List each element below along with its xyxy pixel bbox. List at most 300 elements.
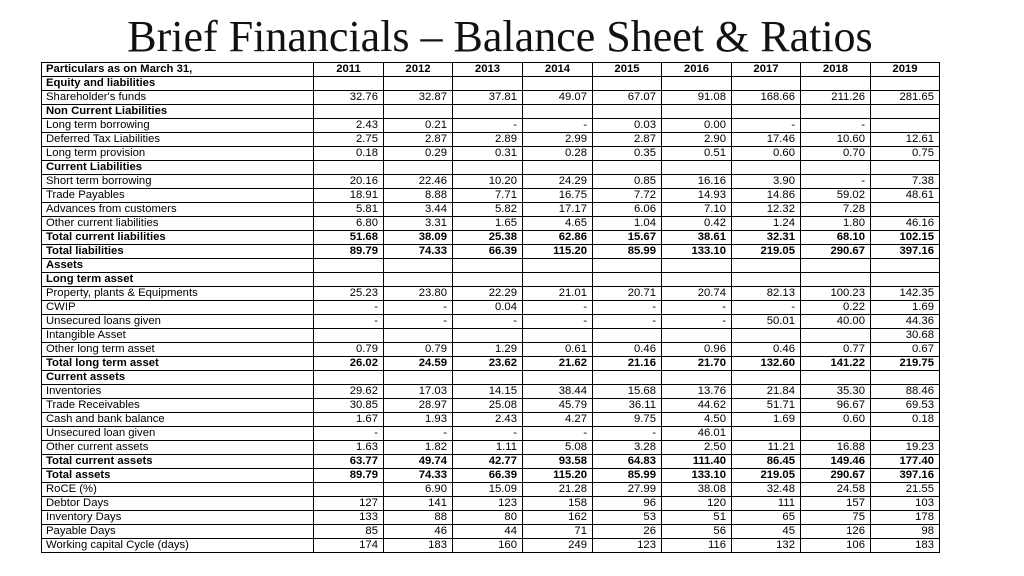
- table-cell: 32.31: [732, 231, 801, 245]
- row-label: Current assets: [42, 371, 314, 385]
- table-cell: 0.31: [453, 147, 523, 161]
- table-cell: 46.16: [871, 217, 940, 231]
- table-cell: -: [801, 175, 871, 189]
- table-cell: 56: [662, 525, 732, 539]
- row-label: Current Liabilities: [42, 161, 314, 175]
- table-cell: 2.90: [662, 133, 732, 147]
- table-cell: 88.46: [871, 385, 940, 399]
- table-cell: [801, 329, 871, 343]
- row-label: Deferred Tax Liabilities: [42, 133, 314, 147]
- table-cell: [732, 105, 801, 119]
- table-cell: [871, 273, 940, 287]
- header-year: 2013: [453, 63, 523, 77]
- row-label: Equity and liabilities: [42, 77, 314, 91]
- table-cell: [384, 161, 453, 175]
- table-cell: 32.87: [384, 91, 453, 105]
- table-cell: [523, 161, 593, 175]
- table-cell: 15.68: [593, 385, 662, 399]
- table-cell: 0.03: [593, 119, 662, 133]
- table-cell: 0.04: [453, 301, 523, 315]
- row-label: Cash and bank balance: [42, 413, 314, 427]
- table-cell: 141.22: [801, 357, 871, 371]
- table-cell: 0.79: [314, 343, 384, 357]
- table-cell: [732, 161, 801, 175]
- table-cell: -: [523, 427, 593, 441]
- table-cell: 42.77: [453, 455, 523, 469]
- table-cell: 63.77: [314, 455, 384, 469]
- table-cell: [732, 371, 801, 385]
- table-cell: 3.28: [593, 441, 662, 455]
- table-cell: [523, 77, 593, 91]
- financials-table: [41, 62, 940, 553]
- table-cell: 5.08: [523, 441, 593, 455]
- table-cell: [384, 77, 453, 91]
- table-cell: 9.75: [593, 413, 662, 427]
- table-cell: 281.65: [871, 91, 940, 105]
- table-cell: [314, 329, 384, 343]
- table-cell: 21.01: [523, 287, 593, 301]
- table-cell: [523, 105, 593, 119]
- table-cell: -: [523, 119, 593, 133]
- table-cell: [314, 273, 384, 287]
- table-cell: [523, 273, 593, 287]
- table-cell: 66.39: [453, 245, 523, 259]
- table-cell: 71: [523, 525, 593, 539]
- row-label: Total long term asset: [42, 357, 314, 371]
- table-cell: 123: [453, 497, 523, 511]
- table-cell: 133: [314, 511, 384, 525]
- table-cell: 7.71: [453, 189, 523, 203]
- table-cell: 85: [314, 525, 384, 539]
- header-particulars: Particulars as on March 31,: [42, 63, 314, 77]
- table-cell: 168.66: [732, 91, 801, 105]
- table-cell: 96: [593, 497, 662, 511]
- table-cell: 5.81: [314, 203, 384, 217]
- table-cell: 68.10: [801, 231, 871, 245]
- table-cell: 51.71: [732, 399, 801, 413]
- financials-table-container: [41, 62, 940, 553]
- table-row: [42, 441, 940, 455]
- table-cell: 1.69: [732, 413, 801, 427]
- table-cell: 38.61: [662, 231, 732, 245]
- table-cell: 2.50: [662, 441, 732, 455]
- table-cell: -: [732, 301, 801, 315]
- table-cell: [593, 77, 662, 91]
- table-cell: 21.62: [523, 357, 593, 371]
- table-cell: [801, 427, 871, 441]
- table-cell: [523, 259, 593, 273]
- table-cell: 3.44: [384, 203, 453, 217]
- table-cell: [593, 161, 662, 175]
- table-row: [42, 217, 940, 231]
- table-cell: [732, 259, 801, 273]
- table-cell: 219.75: [871, 357, 940, 371]
- table-cell: [384, 259, 453, 273]
- table-cell: 16.75: [523, 189, 593, 203]
- table-cell: 29.62: [314, 385, 384, 399]
- table-cell: 22.46: [384, 175, 453, 189]
- table-cell: 7.72: [593, 189, 662, 203]
- table-cell: 0.79: [384, 343, 453, 357]
- table-cell: 15.67: [593, 231, 662, 245]
- row-label: Shareholder's funds: [42, 91, 314, 105]
- table-cell: -: [384, 301, 453, 315]
- table-row: [42, 119, 940, 133]
- table-cell: [453, 273, 523, 287]
- table-cell: 0.35: [593, 147, 662, 161]
- table-cell: 106: [801, 539, 871, 553]
- row-label: Unsecured loans given: [42, 315, 314, 329]
- row-label: Total assets: [42, 469, 314, 483]
- table-cell: 1.63: [314, 441, 384, 455]
- table-cell: 15.09: [453, 483, 523, 497]
- table-cell: [662, 77, 732, 91]
- row-label: Long term borrowing: [42, 119, 314, 133]
- table-cell: 2.87: [384, 133, 453, 147]
- table-cell: 219.05: [732, 469, 801, 483]
- table-cell: 141: [384, 497, 453, 511]
- table-row: [42, 343, 940, 357]
- table-cell: 82.13: [732, 287, 801, 301]
- table-cell: [801, 105, 871, 119]
- table-cell: [384, 371, 453, 385]
- table-row: [42, 455, 940, 469]
- table-cell: [314, 77, 384, 91]
- table-cell: [523, 371, 593, 385]
- table-cell: 62.86: [523, 231, 593, 245]
- table-cell: [593, 371, 662, 385]
- table-cell: [593, 329, 662, 343]
- table-cell: 37.81: [453, 91, 523, 105]
- table-cell: -: [384, 427, 453, 441]
- table-cell: 0.61: [523, 343, 593, 357]
- table-cell: 160: [453, 539, 523, 553]
- header-year: 2014: [523, 63, 593, 77]
- table-cell: 2.75: [314, 133, 384, 147]
- table-cell: 75: [801, 511, 871, 525]
- table-cell: 183: [384, 539, 453, 553]
- table-cell: 23.62: [453, 357, 523, 371]
- table-cell: [732, 77, 801, 91]
- table-cell: 35.30: [801, 385, 871, 399]
- table-cell: 93.58: [523, 455, 593, 469]
- row-label: Debtor Days: [42, 497, 314, 511]
- table-cell: [801, 77, 871, 91]
- header-year: 2015: [593, 63, 662, 77]
- table-cell: 1.69: [871, 301, 940, 315]
- header-year: 2016: [662, 63, 732, 77]
- table-cell: 103: [871, 497, 940, 511]
- table-cell: [662, 371, 732, 385]
- table-cell: 80: [453, 511, 523, 525]
- table-row: [42, 371, 940, 385]
- table-cell: 3.90: [732, 175, 801, 189]
- table-cell: 133.10: [662, 245, 732, 259]
- header-year: 2012: [384, 63, 453, 77]
- table-cell: 17.17: [523, 203, 593, 217]
- table-cell: 20.74: [662, 287, 732, 301]
- table-cell: 30.68: [871, 329, 940, 343]
- table-cell: 1.93: [384, 413, 453, 427]
- table-cell: 0.22: [801, 301, 871, 315]
- header-year: 2011: [314, 63, 384, 77]
- table-cell: 11.21: [732, 441, 801, 455]
- table-row: [42, 77, 940, 91]
- table-cell: 115.20: [523, 469, 593, 483]
- row-label: Other current assets: [42, 441, 314, 455]
- table-cell: 12.61: [871, 133, 940, 147]
- table-cell: 6.06: [593, 203, 662, 217]
- table-cell: 17.03: [384, 385, 453, 399]
- table-cell: -: [593, 301, 662, 315]
- table-cell: 1.29: [453, 343, 523, 357]
- table-cell: 0.18: [314, 147, 384, 161]
- table-cell: 51: [662, 511, 732, 525]
- row-label: Short term borrowing: [42, 175, 314, 189]
- table-cell: [453, 105, 523, 119]
- table-cell: 0.29: [384, 147, 453, 161]
- table-cell: [314, 371, 384, 385]
- table-cell: 32.48: [732, 483, 801, 497]
- table-cell: [523, 329, 593, 343]
- table-cell: 30.85: [314, 399, 384, 413]
- table-cell: [871, 77, 940, 91]
- table-cell: 25.08: [453, 399, 523, 413]
- table-cell: 21.55: [871, 483, 940, 497]
- table-cell: -: [453, 315, 523, 329]
- row-label: Working capital Cycle (days): [42, 539, 314, 553]
- table-cell: 22.29: [453, 287, 523, 301]
- table-cell: 49.07: [523, 91, 593, 105]
- table-cell: 49.74: [384, 455, 453, 469]
- table-cell: 0.18: [871, 413, 940, 427]
- header-year: 2018: [801, 63, 871, 77]
- table-cell: 32.76: [314, 91, 384, 105]
- table-cell: 183: [871, 539, 940, 553]
- table-cell: 89.79: [314, 469, 384, 483]
- table-cell: 86.45: [732, 455, 801, 469]
- row-label: Other long term asset: [42, 343, 314, 357]
- table-cell: 1.04: [593, 217, 662, 231]
- table-cell: 45: [732, 525, 801, 539]
- table-cell: 219.05: [732, 245, 801, 259]
- table-cell: [453, 259, 523, 273]
- row-label: Unsecured loan given: [42, 427, 314, 441]
- table-cell: [593, 259, 662, 273]
- row-label: Total liabilities: [42, 245, 314, 259]
- table-cell: 7.28: [801, 203, 871, 217]
- table-cell: 27.99: [593, 483, 662, 497]
- row-label: Payable Days: [42, 525, 314, 539]
- table-cell: 48.61: [871, 189, 940, 203]
- table-cell: 1.80: [801, 217, 871, 231]
- table-cell: 89.79: [314, 245, 384, 259]
- table-row: [42, 175, 940, 189]
- table-cell: 0.77: [801, 343, 871, 357]
- table-cell: 178: [871, 511, 940, 525]
- row-label: Assets: [42, 259, 314, 273]
- table-cell: [871, 105, 940, 119]
- table-cell: 85.99: [593, 469, 662, 483]
- table-cell: -: [384, 315, 453, 329]
- table-cell: 20.71: [593, 287, 662, 301]
- table-cell: [732, 273, 801, 287]
- table-cell: [384, 329, 453, 343]
- table-cell: 4.65: [523, 217, 593, 231]
- table-cell: -: [593, 315, 662, 329]
- page-title: Brief Financials – Balance Sheet & Ratios: [127, 12, 873, 61]
- table-cell: 133.10: [662, 469, 732, 483]
- table-row: [42, 539, 940, 553]
- table-row: [42, 399, 940, 413]
- header-year: 2019: [871, 63, 940, 77]
- table-row: [42, 245, 940, 259]
- table-cell: 12.32: [732, 203, 801, 217]
- table-cell: 18.91: [314, 189, 384, 203]
- table-cell: 0.46: [593, 343, 662, 357]
- table-cell: -: [732, 119, 801, 133]
- table-cell: 132: [732, 539, 801, 553]
- table-cell: 7.38: [871, 175, 940, 189]
- table-cell: 16.88: [801, 441, 871, 455]
- table-cell: 16.16: [662, 175, 732, 189]
- table-cell: 64.83: [593, 455, 662, 469]
- table-cell: 127: [314, 497, 384, 511]
- table-cell: 88: [384, 511, 453, 525]
- table-cell: 24.58: [801, 483, 871, 497]
- row-label: CWIP: [42, 301, 314, 315]
- table-cell: [871, 427, 940, 441]
- table-cell: -: [453, 427, 523, 441]
- table-cell: 290.67: [801, 469, 871, 483]
- row-label: Intangible Asset: [42, 329, 314, 343]
- table-cell: 2.87: [593, 133, 662, 147]
- table-cell: 0.42: [662, 217, 732, 231]
- table-cell: [732, 329, 801, 343]
- table-cell: 44.36: [871, 315, 940, 329]
- table-cell: 100.23: [801, 287, 871, 301]
- table-cell: 98: [871, 525, 940, 539]
- table-cell: 8.88: [384, 189, 453, 203]
- table-cell: 132.60: [732, 357, 801, 371]
- table-cell: 157: [801, 497, 871, 511]
- table-cell: 2.43: [314, 119, 384, 133]
- table-cell: [453, 371, 523, 385]
- table-cell: 397.16: [871, 245, 940, 259]
- table-row: [42, 105, 940, 119]
- table-cell: 50.01: [732, 315, 801, 329]
- table-cell: [801, 161, 871, 175]
- table-row: [42, 525, 940, 539]
- table-cell: 6.80: [314, 217, 384, 231]
- table-cell: 0.21: [384, 119, 453, 133]
- table-cell: 23.80: [384, 287, 453, 301]
- table-row: [42, 189, 940, 203]
- table-cell: 0.75: [871, 147, 940, 161]
- table-cell: 74.33: [384, 245, 453, 259]
- table-cell: 5.82: [453, 203, 523, 217]
- table-cell: 66.39: [453, 469, 523, 483]
- row-label: Total current assets: [42, 455, 314, 469]
- table-cell: [871, 371, 940, 385]
- table-cell: 111.40: [662, 455, 732, 469]
- table-cell: 0.85: [593, 175, 662, 189]
- table-cell: [871, 203, 940, 217]
- table-cell: 13.76: [662, 385, 732, 399]
- table-cell: 0.00: [662, 119, 732, 133]
- table-row: [42, 315, 940, 329]
- table-cell: 0.28: [523, 147, 593, 161]
- table-cell: 1.82: [384, 441, 453, 455]
- table-cell: 142.35: [871, 287, 940, 301]
- table-cell: [662, 259, 732, 273]
- table-cell: 44.62: [662, 399, 732, 413]
- row-label: Trade Payables: [42, 189, 314, 203]
- table-cell: 116: [662, 539, 732, 553]
- table-cell: 10.60: [801, 133, 871, 147]
- table-cell: -: [523, 301, 593, 315]
- table-cell: 4.50: [662, 413, 732, 427]
- table-cell: 0.96: [662, 343, 732, 357]
- table-row: [42, 287, 940, 301]
- table-cell: 96.67: [801, 399, 871, 413]
- table-cell: 397.16: [871, 469, 940, 483]
- table-cell: 149.46: [801, 455, 871, 469]
- row-label: Inventory Days: [42, 511, 314, 525]
- table-cell: 0.67: [871, 343, 940, 357]
- table-cell: 177.40: [871, 455, 940, 469]
- table-cell: -: [593, 427, 662, 441]
- table-cell: 123: [593, 539, 662, 553]
- table-row: [42, 273, 940, 287]
- table-cell: 4.27: [523, 413, 593, 427]
- table-cell: 21.70: [662, 357, 732, 371]
- table-cell: 21.16: [593, 357, 662, 371]
- table-cell: 46.01: [662, 427, 732, 441]
- table-cell: 67.07: [593, 91, 662, 105]
- table-cell: [453, 77, 523, 91]
- table-cell: 85.99: [593, 245, 662, 259]
- table-cell: 0.46: [732, 343, 801, 357]
- table-cell: -: [523, 315, 593, 329]
- table-cell: [871, 119, 940, 133]
- table-cell: 0.51: [662, 147, 732, 161]
- table-cell: 36.11: [593, 399, 662, 413]
- table-cell: 25.23: [314, 287, 384, 301]
- table-cell: [801, 371, 871, 385]
- table-cell: [871, 259, 940, 273]
- table-cell: 24.59: [384, 357, 453, 371]
- table-cell: [662, 273, 732, 287]
- table-row: [42, 91, 940, 105]
- table-cell: 1.65: [453, 217, 523, 231]
- table-cell: 120: [662, 497, 732, 511]
- table-cell: 17.46: [732, 133, 801, 147]
- table-cell: -: [453, 119, 523, 133]
- table-cell: -: [662, 301, 732, 315]
- table-cell: 126: [801, 525, 871, 539]
- table-cell: 3.31: [384, 217, 453, 231]
- row-label: Property, plants & Equipments: [42, 287, 314, 301]
- table-row: [42, 385, 940, 399]
- row-label: Long term provision: [42, 147, 314, 161]
- table-cell: 14.15: [453, 385, 523, 399]
- row-label: Advances from customers: [42, 203, 314, 217]
- table-cell: 14.86: [732, 189, 801, 203]
- table-row: [42, 161, 940, 175]
- table-row: [42, 301, 940, 315]
- table-cell: 7.10: [662, 203, 732, 217]
